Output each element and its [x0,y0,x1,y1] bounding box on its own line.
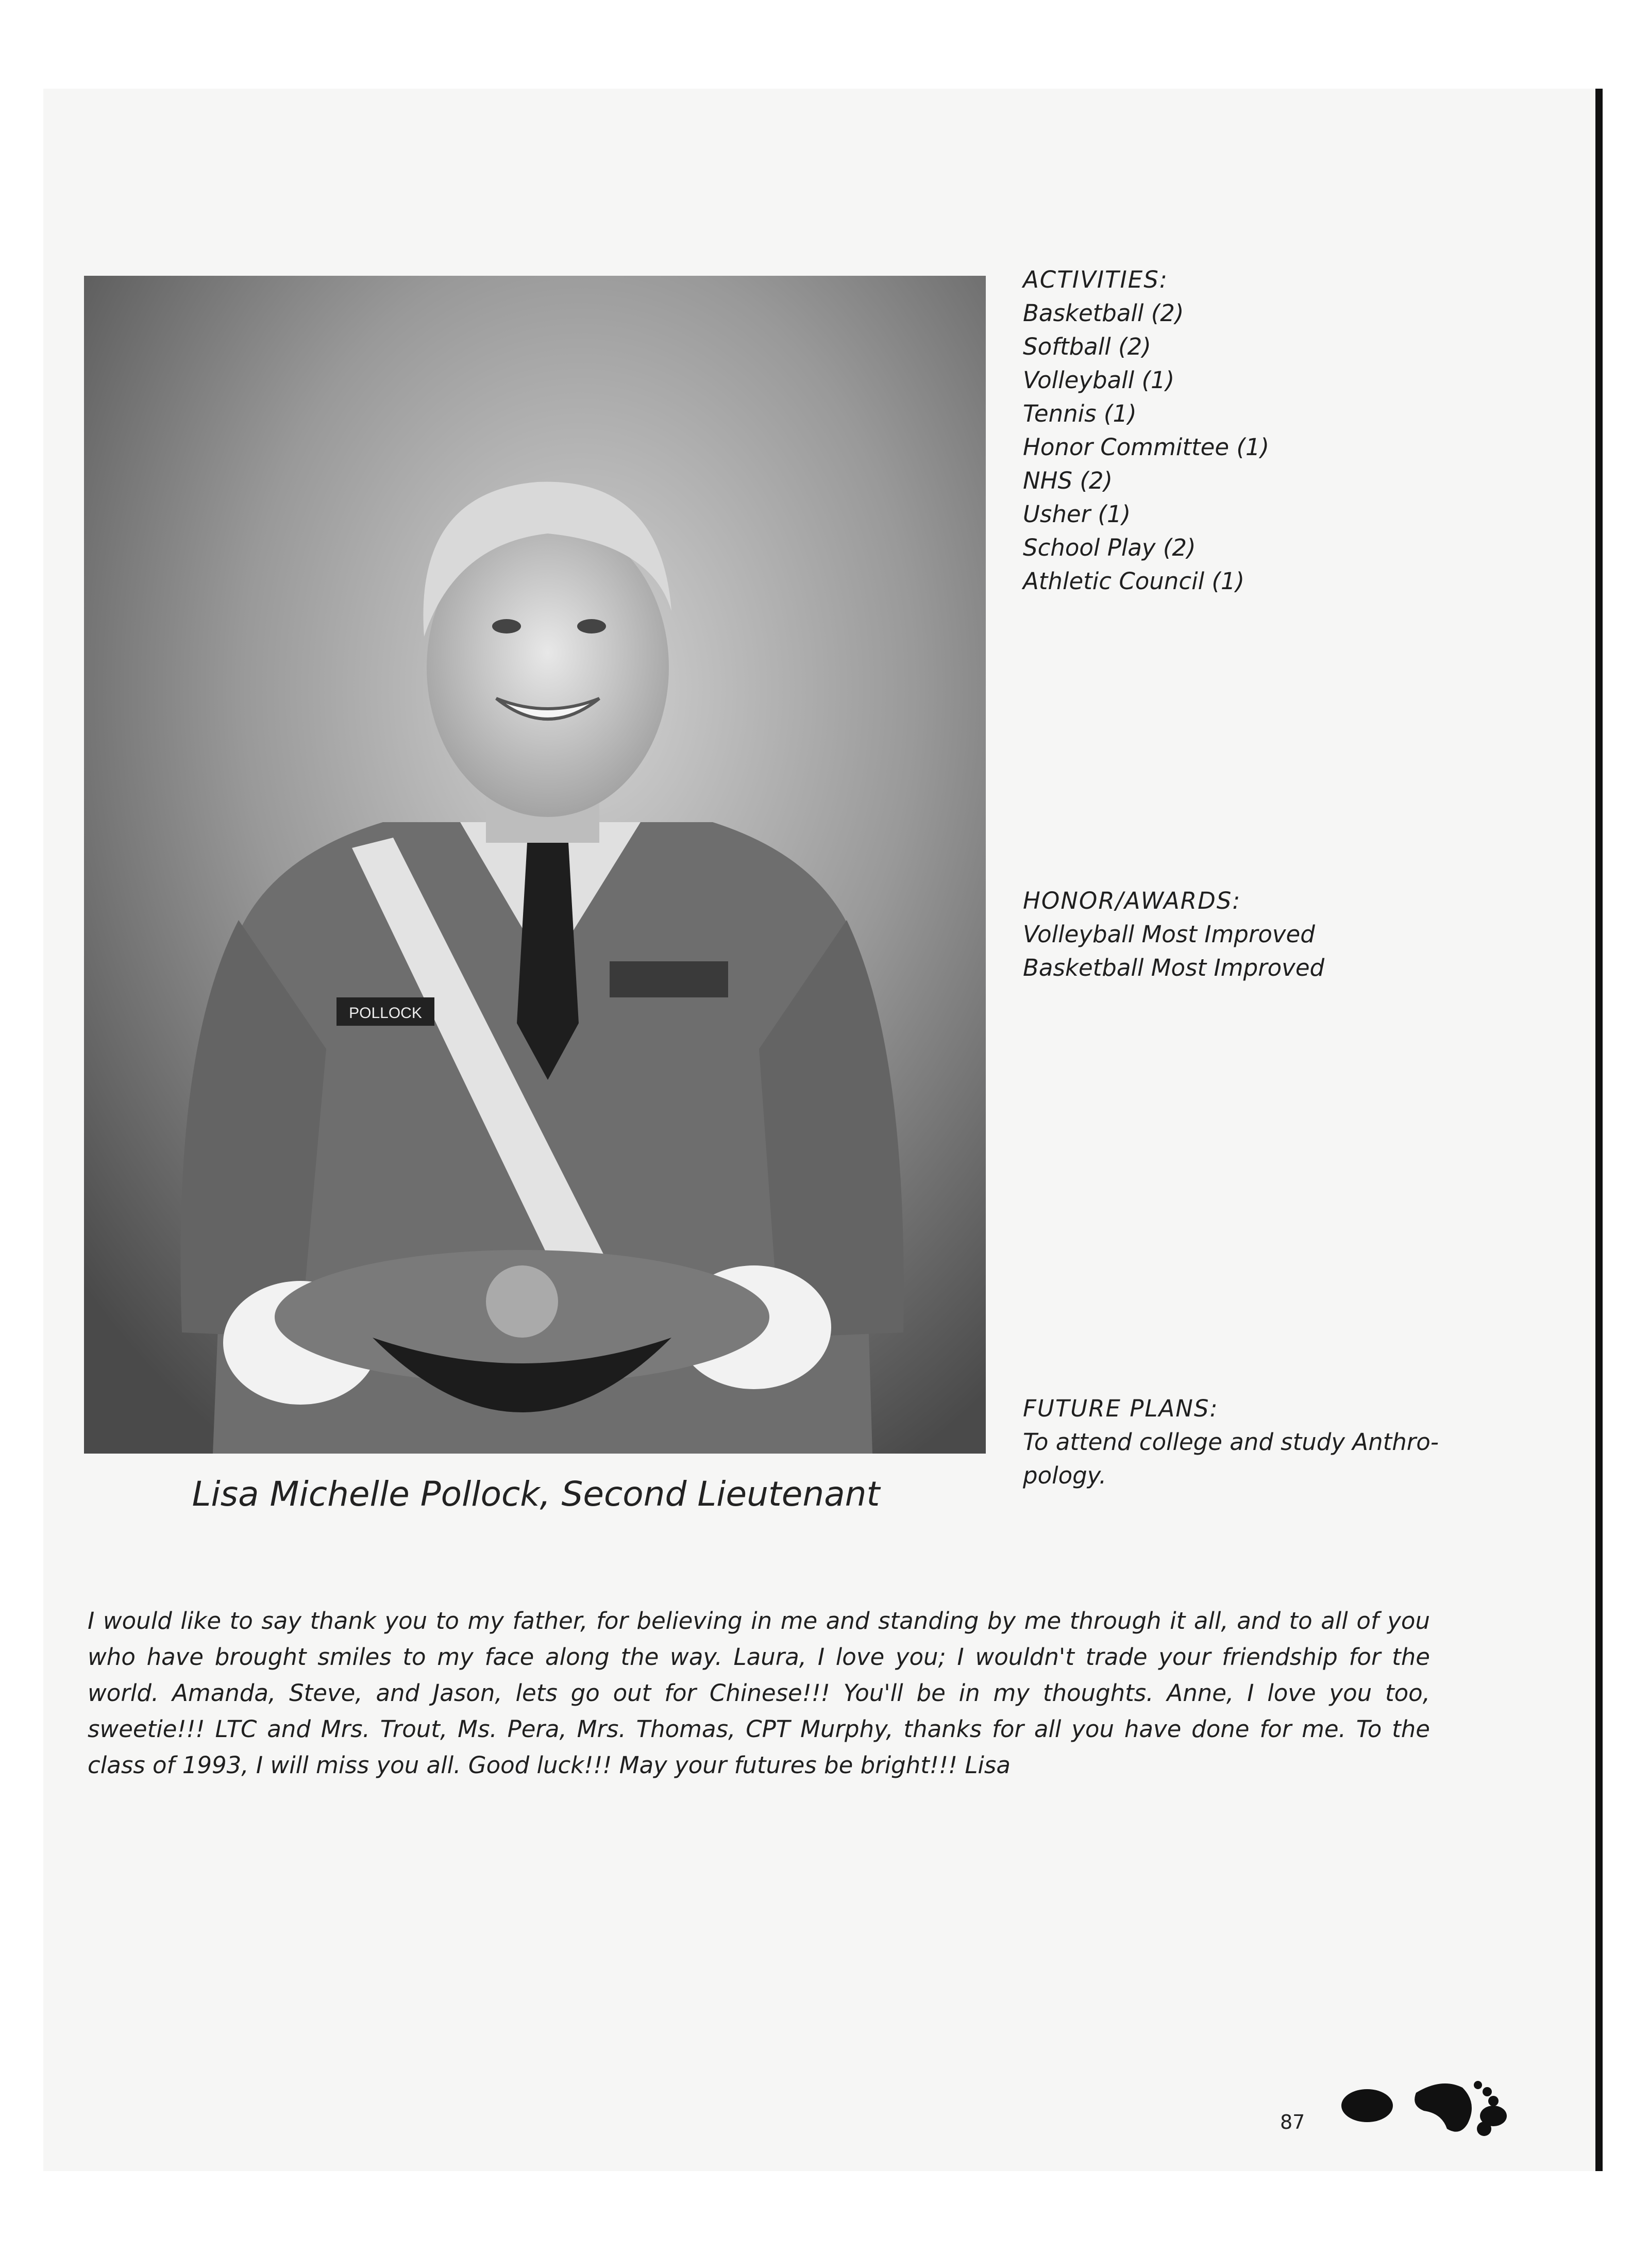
list-item: Usher (1) [1023,501,1131,528]
name-tag-text: POLLOCK [349,1005,422,1022]
list-item: School Play (2) [1023,534,1196,561]
footprints-icon [1339,2057,1524,2139]
future-plans-text: To attend college and study Anthro-pology. [1023,1428,1439,1489]
list-item: Volleyball Most Improved [1023,921,1315,948]
list-item: NHS (2) [1023,467,1113,494]
senior-portrait-photo [84,276,986,1454]
list-item: Basketball (2) [1023,299,1184,327]
honors-heading: HONOR/AWARDS: [1023,887,1241,914]
page-number: 87 [1280,2111,1305,2133]
honors-section [1023,884,1538,985]
list-item: Honor Committee (1) [1023,433,1270,461]
senior-message: I would like to say thank you to my father, for believing in me and standing by me through it all, and to all of you who have brought smiles to my face along the way. Laura, I love you; I wouldn't trade your friendship for the world. Amanda, Steve, and Jason, lets go out for Chinese!!! You'll be in my thoughts. Anne, I love you too, sweetie!!! LTC and Mrs. Trout, Ms. Pera, Mrs. Thomas, CPT Murphy, thanks for all you have done for me. To the class of 1993, I will miss you all. Good luck!!! May your futures be bright!!! Lisa [88,1607,1430,1779]
activities-section [1023,263,1538,598]
list-item: Basketball Most Improved [1023,954,1325,981]
photo-caption: Lisa Michelle Pollock, Second Lieutenant [192,1474,880,1514]
page-edge-shadow [1595,89,1603,2171]
list-item: Athletic Council (1) [1023,568,1245,595]
future-plans-heading: FUTURE PLANS: [1023,1395,1219,1422]
list-item: Tennis (1) [1023,400,1137,427]
honors-list [1023,918,1538,985]
activities-list [1023,296,1538,598]
activities-heading: ACTIVITIES: [1023,266,1168,293]
future-plans-section [1023,1392,1466,1492]
list-item: Softball (2) [1023,333,1151,360]
list-item: Volleyball (1) [1023,366,1175,394]
